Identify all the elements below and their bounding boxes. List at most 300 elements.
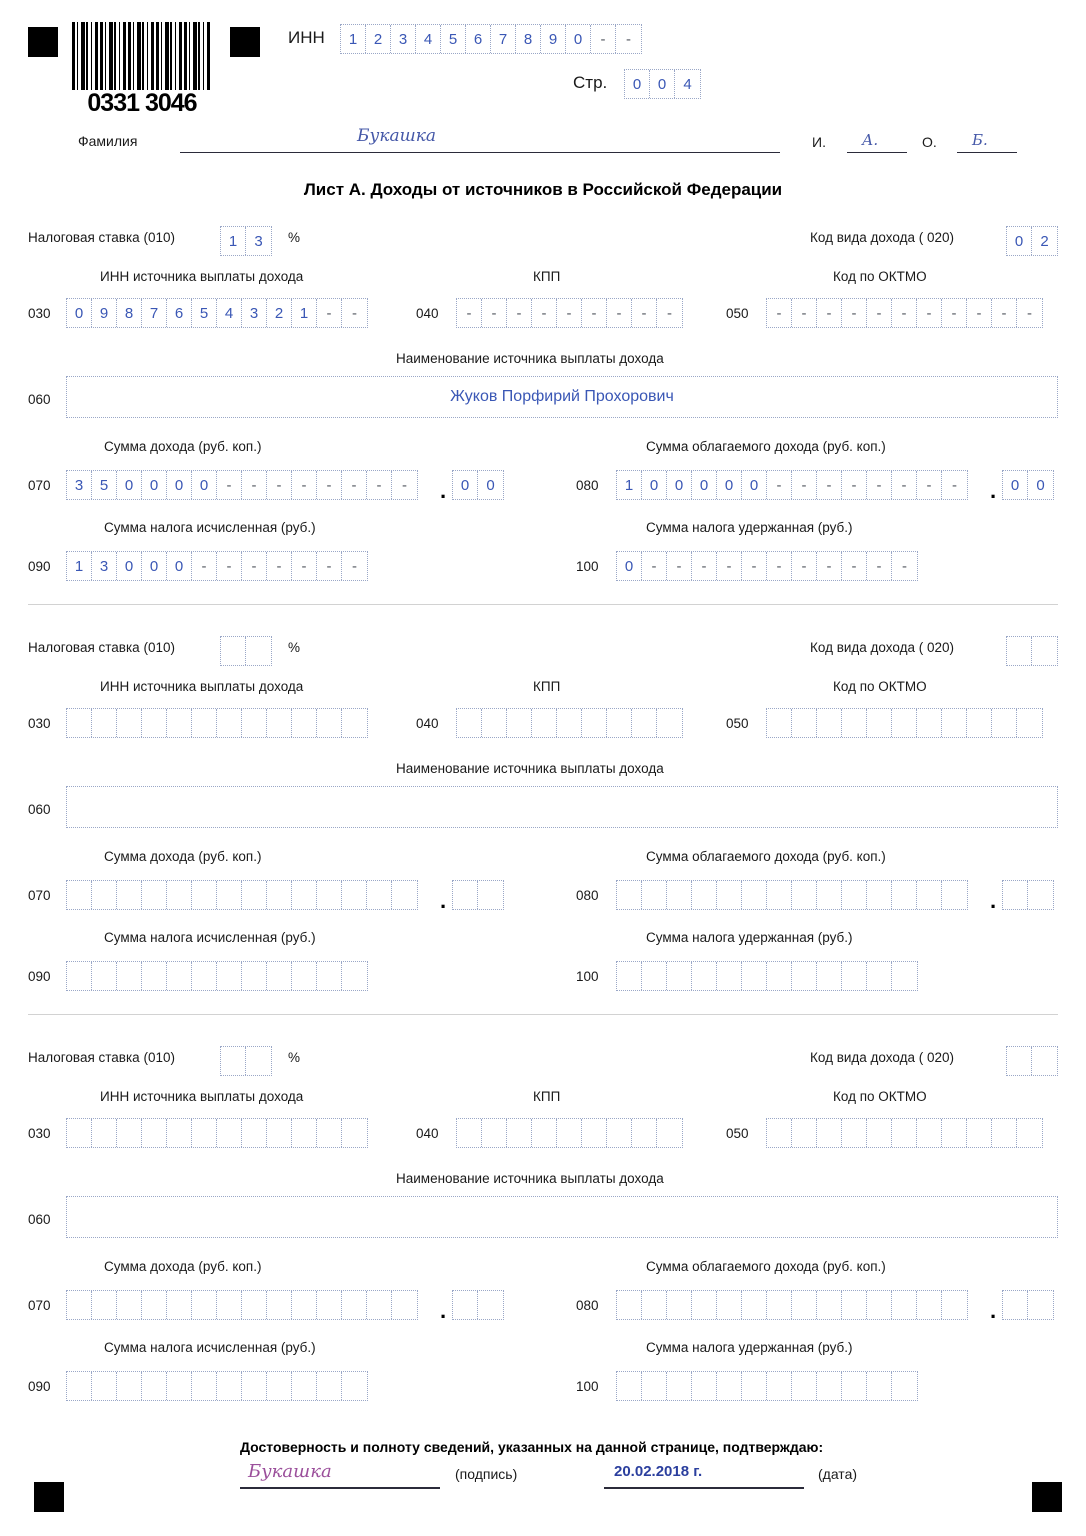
- cell[interactable]: [942, 709, 967, 737]
- cell[interactable]: [1007, 637, 1032, 665]
- cell[interactable]: [192, 1119, 217, 1147]
- cell[interactable]: [242, 1291, 267, 1319]
- cell[interactable]: -: [867, 552, 892, 580]
- cell[interactable]: -: [217, 552, 242, 580]
- cell[interactable]: [717, 1291, 742, 1319]
- cell[interactable]: [507, 1119, 532, 1147]
- cell[interactable]: -: [842, 299, 867, 327]
- cell[interactable]: [842, 709, 867, 737]
- cell[interactable]: [532, 1119, 557, 1147]
- page-number-field[interactable]: [624, 69, 701, 99]
- cell[interactable]: -: [402, 476, 407, 494]
- cell[interactable]: [217, 1372, 242, 1400]
- cell[interactable]: [142, 1291, 167, 1319]
- cell[interactable]: [1028, 881, 1053, 909]
- cell[interactable]: -: [192, 552, 217, 580]
- cell[interactable]: [867, 962, 892, 990]
- cell[interactable]: [67, 962, 92, 990]
- cell[interactable]: 1: [67, 552, 92, 580]
- cell[interactable]: [992, 709, 1017, 737]
- cell[interactable]: [242, 881, 267, 909]
- cell[interactable]: -: [352, 304, 357, 322]
- cell[interactable]: [392, 881, 417, 909]
- cell[interactable]: -: [792, 471, 817, 499]
- cell[interactable]: 0: [142, 552, 167, 580]
- section-2-source-inn-field[interactable]: [66, 1118, 368, 1148]
- cell[interactable]: [342, 1372, 367, 1400]
- cell[interactable]: [267, 1291, 292, 1319]
- cell[interactable]: 2: [366, 25, 391, 53]
- cell[interactable]: [1032, 1047, 1057, 1075]
- cell[interactable]: -: [607, 299, 632, 327]
- cell[interactable]: [667, 1291, 692, 1319]
- cell[interactable]: [192, 1291, 217, 1319]
- cell[interactable]: 0: [667, 471, 692, 499]
- cell[interactable]: [617, 1372, 642, 1400]
- cell[interactable]: [842, 962, 867, 990]
- cell[interactable]: [867, 709, 892, 737]
- cell[interactable]: [478, 1291, 503, 1319]
- cell[interactable]: [317, 962, 342, 990]
- section-0-source-name-field[interactable]: Жуков Порфирий Прохорович: [66, 376, 1058, 418]
- cell[interactable]: 6: [466, 25, 491, 53]
- cell[interactable]: [217, 881, 242, 909]
- cell[interactable]: [967, 709, 992, 737]
- cell[interactable]: [453, 1291, 478, 1319]
- cell[interactable]: [657, 1119, 682, 1147]
- cell[interactable]: [167, 1119, 192, 1147]
- cell[interactable]: [767, 1291, 792, 1319]
- cell[interactable]: [867, 1372, 892, 1400]
- cell[interactable]: [342, 1291, 367, 1319]
- inn-field[interactable]: [340, 24, 642, 54]
- section-1-taxable-kop-field[interactable]: [1002, 880, 1054, 910]
- cell[interactable]: [317, 881, 342, 909]
- cell[interactable]: [142, 1119, 167, 1147]
- cell[interactable]: -: [917, 299, 942, 327]
- first-initial-value[interactable]: А.: [862, 131, 879, 149]
- cell[interactable]: [717, 881, 742, 909]
- cell[interactable]: [867, 1119, 892, 1147]
- cell[interactable]: [767, 881, 792, 909]
- section-1-oktmo-field[interactable]: [766, 708, 1043, 738]
- cell[interactable]: [142, 1372, 167, 1400]
- cell[interactable]: [117, 881, 142, 909]
- cell[interactable]: [92, 1291, 117, 1319]
- cell[interactable]: [717, 1372, 742, 1400]
- cell[interactable]: 0: [1003, 471, 1028, 499]
- cell[interactable]: [67, 1119, 92, 1147]
- cell[interactable]: -: [817, 299, 842, 327]
- cell[interactable]: 0: [692, 471, 717, 499]
- cell[interactable]: [1017, 709, 1042, 737]
- cell[interactable]: -: [742, 552, 767, 580]
- section-2-income-kop-field[interactable]: [452, 1290, 504, 1320]
- cell[interactable]: [742, 1291, 767, 1319]
- section-0-oktmo-field[interactable]: [766, 298, 1043, 328]
- cell[interactable]: [242, 1372, 267, 1400]
- cell[interactable]: [1032, 637, 1057, 665]
- cell[interactable]: -: [591, 25, 616, 53]
- cell[interactable]: -: [457, 299, 482, 327]
- cell[interactable]: [742, 1372, 767, 1400]
- cell[interactable]: -: [367, 471, 392, 499]
- cell[interactable]: [267, 962, 292, 990]
- section-2-taxable-kop-field[interactable]: [1002, 1290, 1054, 1320]
- cell[interactable]: [967, 1119, 992, 1147]
- cell[interactable]: [192, 709, 217, 737]
- cell[interactable]: [792, 1119, 817, 1147]
- cell[interactable]: -: [792, 299, 817, 327]
- cell[interactable]: [292, 1291, 317, 1319]
- cell[interactable]: -: [817, 471, 842, 499]
- cell[interactable]: 0: [486, 476, 495, 494]
- cell[interactable]: 0: [1007, 227, 1032, 255]
- cell[interactable]: [992, 1119, 1017, 1147]
- cell[interactable]: 7: [142, 299, 167, 327]
- cell[interactable]: -: [667, 304, 672, 322]
- cell[interactable]: [607, 709, 632, 737]
- cell[interactable]: 8: [516, 25, 541, 53]
- cell[interactable]: [742, 962, 767, 990]
- section-2-tax-rate-field[interactable]: [220, 1046, 272, 1076]
- cell[interactable]: [142, 709, 167, 737]
- cell[interactable]: [632, 709, 657, 737]
- cell[interactable]: [221, 1047, 246, 1075]
- cell[interactable]: [617, 881, 642, 909]
- cell[interactable]: -: [642, 552, 667, 580]
- section-2-taxable-rub-field[interactable]: [616, 1290, 968, 1320]
- cell[interactable]: [692, 1291, 717, 1319]
- cell[interactable]: -: [867, 299, 892, 327]
- cell[interactable]: [582, 1119, 607, 1147]
- cell[interactable]: [292, 1372, 317, 1400]
- cell[interactable]: -: [292, 471, 317, 499]
- cell[interactable]: 1: [221, 227, 246, 255]
- cell[interactable]: [67, 1372, 92, 1400]
- cell[interactable]: 0: [142, 471, 167, 499]
- cell[interactable]: [342, 962, 367, 990]
- cell[interactable]: [867, 881, 892, 909]
- cell[interactable]: [117, 1119, 142, 1147]
- cell[interactable]: [117, 962, 142, 990]
- cell[interactable]: [167, 881, 192, 909]
- cell[interactable]: [692, 881, 717, 909]
- cell[interactable]: -: [317, 299, 342, 327]
- cell[interactable]: 3: [67, 471, 92, 499]
- cell[interactable]: [892, 1372, 917, 1400]
- cell[interactable]: [942, 881, 967, 909]
- cell[interactable]: [317, 1291, 342, 1319]
- cell[interactable]: 0: [1036, 476, 1045, 494]
- cell[interactable]: [792, 709, 817, 737]
- cell[interactable]: -: [842, 471, 867, 499]
- cell[interactable]: 8: [117, 299, 142, 327]
- cell[interactable]: [342, 881, 367, 909]
- cell[interactable]: [142, 881, 167, 909]
- cell[interactable]: [617, 1291, 642, 1319]
- section-0-source-inn-field[interactable]: [66, 298, 368, 328]
- cell[interactable]: [1003, 1291, 1028, 1319]
- section-0-taxable-rub-field[interactable]: [616, 470, 968, 500]
- section-1-tax-withheld-field[interactable]: [616, 961, 918, 991]
- cell[interactable]: [292, 962, 317, 990]
- cell[interactable]: -: [292, 552, 317, 580]
- cell[interactable]: -: [952, 476, 957, 494]
- section-2-income-type-code-field[interactable]: [1006, 1046, 1058, 1076]
- cell[interactable]: [142, 962, 167, 990]
- section-1-taxable-rub-field[interactable]: [616, 880, 968, 910]
- cell[interactable]: [167, 1372, 192, 1400]
- cell[interactable]: [292, 1119, 317, 1147]
- cell[interactable]: [767, 1372, 792, 1400]
- cell[interactable]: -: [692, 552, 717, 580]
- cell[interactable]: -: [717, 552, 742, 580]
- section-0-income-kop-field[interactable]: [452, 470, 504, 500]
- cell[interactable]: [792, 1372, 817, 1400]
- cell[interactable]: -: [267, 552, 292, 580]
- cell[interactable]: [242, 1119, 267, 1147]
- cell[interactable]: [478, 881, 503, 909]
- cell[interactable]: 0: [617, 552, 642, 580]
- cell[interactable]: [117, 1372, 142, 1400]
- cell[interactable]: [267, 1372, 292, 1400]
- cell[interactable]: -: [557, 299, 582, 327]
- cell[interactable]: -: [842, 552, 867, 580]
- cell[interactable]: [892, 1291, 917, 1319]
- cell[interactable]: 5: [441, 25, 466, 53]
- cell[interactable]: -: [217, 471, 242, 499]
- cell[interactable]: [117, 1291, 142, 1319]
- cell[interactable]: [917, 1119, 942, 1147]
- section-2-income-rub-field[interactable]: [66, 1290, 418, 1320]
- cell[interactable]: -: [507, 299, 532, 327]
- cell[interactable]: [817, 1119, 842, 1147]
- cell[interactable]: 3: [242, 299, 267, 327]
- cell[interactable]: [842, 1372, 867, 1400]
- cell[interactable]: 5: [192, 299, 217, 327]
- cell[interactable]: [817, 962, 842, 990]
- cell[interactable]: [192, 881, 217, 909]
- cell[interactable]: [342, 709, 367, 737]
- cell[interactable]: [917, 1291, 942, 1319]
- cell[interactable]: [642, 881, 667, 909]
- cell[interactable]: [1003, 881, 1028, 909]
- cell[interactable]: [742, 881, 767, 909]
- cell[interactable]: [642, 1291, 667, 1319]
- cell[interactable]: -: [242, 552, 267, 580]
- cell[interactable]: -: [902, 557, 907, 575]
- cell[interactable]: [117, 709, 142, 737]
- cell[interactable]: -: [892, 299, 917, 327]
- cell[interactable]: [817, 1291, 842, 1319]
- cell[interactable]: -: [792, 552, 817, 580]
- section-1-source-name-field[interactable]: [66, 786, 1058, 828]
- cell[interactable]: [582, 709, 607, 737]
- cell[interactable]: 1: [292, 299, 317, 327]
- section-1-tax-rate-field[interactable]: [220, 636, 272, 666]
- cell[interactable]: [267, 881, 292, 909]
- cell[interactable]: [892, 881, 917, 909]
- cell[interactable]: [317, 1372, 342, 1400]
- cell[interactable]: [482, 1119, 507, 1147]
- cell[interactable]: [817, 881, 842, 909]
- cell[interactable]: [632, 1119, 657, 1147]
- cell[interactable]: [67, 881, 92, 909]
- section-0-taxable-kop-field[interactable]: [1002, 470, 1054, 500]
- cell[interactable]: -: [942, 299, 967, 327]
- section-2-tax-withheld-field[interactable]: [616, 1371, 918, 1401]
- cell[interactable]: [642, 1372, 667, 1400]
- section-0-income-rub-field[interactable]: [66, 470, 418, 500]
- cell[interactable]: [167, 1291, 192, 1319]
- cell[interactable]: 4: [683, 75, 692, 93]
- cell[interactable]: [842, 881, 867, 909]
- cell[interactable]: 0: [167, 471, 192, 499]
- cell[interactable]: -: [767, 552, 792, 580]
- cell[interactable]: 9: [92, 299, 117, 327]
- cell[interactable]: 3: [254, 232, 263, 250]
- cell[interactable]: [367, 881, 392, 909]
- section-0-tax-rate-field[interactable]: [220, 226, 272, 256]
- cell[interactable]: 0: [717, 471, 742, 499]
- section-0-tax-withheld-field[interactable]: [616, 551, 918, 581]
- cell[interactable]: [892, 962, 917, 990]
- section-2-kpp-field[interactable]: [456, 1118, 683, 1148]
- cell[interactable]: [607, 1119, 632, 1147]
- cell[interactable]: [317, 1119, 342, 1147]
- cell[interactable]: 0: [625, 70, 650, 98]
- cell[interactable]: [67, 709, 92, 737]
- cell[interactable]: [667, 1372, 692, 1400]
- cell[interactable]: 3: [391, 25, 416, 53]
- surname-value[interactable]: Букашка: [357, 126, 437, 146]
- cell[interactable]: [167, 709, 192, 737]
- cell[interactable]: 0: [642, 471, 667, 499]
- cell[interactable]: -: [667, 552, 692, 580]
- cell[interactable]: [92, 709, 117, 737]
- cell[interactable]: [1017, 1119, 1042, 1147]
- cell[interactable]: 0: [192, 471, 217, 499]
- cell[interactable]: -: [532, 299, 557, 327]
- cell[interactable]: -: [317, 471, 342, 499]
- cell[interactable]: [192, 962, 217, 990]
- cell[interactable]: [392, 1291, 417, 1319]
- section-1-source-inn-field[interactable]: [66, 708, 368, 738]
- section-0-income-type-code-field[interactable]: [1006, 226, 1058, 256]
- cell[interactable]: [217, 709, 242, 737]
- cell[interactable]: -: [1027, 304, 1032, 322]
- footer-signature-value[interactable]: Букашка: [248, 1461, 332, 1482]
- section-0-kpp-field[interactable]: [456, 298, 683, 328]
- cell[interactable]: -: [242, 471, 267, 499]
- cell[interactable]: 7: [491, 25, 516, 53]
- cell[interactable]: [217, 1119, 242, 1147]
- section-1-income-type-code-field[interactable]: [1006, 636, 1058, 666]
- cell[interactable]: -: [767, 299, 792, 327]
- cell[interactable]: -: [817, 552, 842, 580]
- cell[interactable]: [167, 962, 192, 990]
- cell[interactable]: [942, 1119, 967, 1147]
- cell[interactable]: [92, 1119, 117, 1147]
- cell[interactable]: [221, 637, 246, 665]
- cell[interactable]: -: [632, 299, 657, 327]
- cell[interactable]: -: [482, 299, 507, 327]
- cell[interactable]: [892, 1119, 917, 1147]
- cell[interactable]: -: [892, 471, 917, 499]
- cell[interactable]: [692, 962, 717, 990]
- cell[interactable]: [217, 1291, 242, 1319]
- cell[interactable]: [92, 1372, 117, 1400]
- cell[interactable]: -: [342, 471, 367, 499]
- cell[interactable]: 6: [167, 299, 192, 327]
- cell[interactable]: 2: [1040, 232, 1049, 250]
- cell[interactable]: 0: [117, 552, 142, 580]
- cell[interactable]: [917, 709, 942, 737]
- cell[interactable]: [192, 1372, 217, 1400]
- cell[interactable]: [557, 709, 582, 737]
- footer-date-value[interactable]: 20.02.2018 г.: [614, 1463, 703, 1480]
- cell[interactable]: -: [917, 471, 942, 499]
- cell[interactable]: [657, 709, 682, 737]
- cell[interactable]: 4: [416, 25, 441, 53]
- cell[interactable]: [457, 709, 482, 737]
- cell[interactable]: 0: [453, 471, 478, 499]
- cell[interactable]: -: [582, 299, 607, 327]
- cell[interactable]: [242, 709, 267, 737]
- cell[interactable]: [792, 881, 817, 909]
- cell[interactable]: [717, 962, 742, 990]
- section-1-income-rub-field[interactable]: [66, 880, 418, 910]
- section-1-kpp-field[interactable]: [456, 708, 683, 738]
- cell[interactable]: [1028, 1291, 1053, 1319]
- cell[interactable]: [767, 1119, 792, 1147]
- cell[interactable]: [246, 637, 271, 665]
- cell[interactable]: [342, 1119, 367, 1147]
- section-2-oktmo-field[interactable]: [766, 1118, 1043, 1148]
- cell[interactable]: 2: [267, 299, 292, 327]
- cell[interactable]: 9: [541, 25, 566, 53]
- patronymic-initial-value[interactable]: Б.: [972, 131, 988, 149]
- cell[interactable]: 1: [341, 25, 366, 53]
- cell[interactable]: -: [767, 471, 792, 499]
- cell[interactable]: [507, 709, 532, 737]
- cell[interactable]: [692, 1372, 717, 1400]
- cell[interactable]: [842, 1119, 867, 1147]
- cell[interactable]: [67, 1291, 92, 1319]
- cell[interactable]: [667, 881, 692, 909]
- cell[interactable]: [1007, 1047, 1032, 1075]
- section-1-tax-calculated-field[interactable]: [66, 961, 368, 991]
- section-1-income-kop-field[interactable]: [452, 880, 504, 910]
- cell[interactable]: [92, 881, 117, 909]
- cell[interactable]: [482, 709, 507, 737]
- cell[interactable]: [792, 1291, 817, 1319]
- section-0-tax-calculated-field[interactable]: [66, 551, 368, 581]
- cell[interactable]: [457, 1119, 482, 1147]
- cell[interactable]: 0: [67, 299, 92, 327]
- cell[interactable]: 0: [742, 471, 767, 499]
- cell[interactable]: [867, 1291, 892, 1319]
- cell[interactable]: [642, 962, 667, 990]
- section-2-source-name-field[interactable]: [66, 1196, 1058, 1238]
- cell[interactable]: -: [967, 299, 992, 327]
- cell[interactable]: [892, 709, 917, 737]
- cell[interactable]: [267, 1119, 292, 1147]
- cell[interactable]: -: [352, 557, 357, 575]
- cell[interactable]: [242, 962, 267, 990]
- cell[interactable]: [557, 1119, 582, 1147]
